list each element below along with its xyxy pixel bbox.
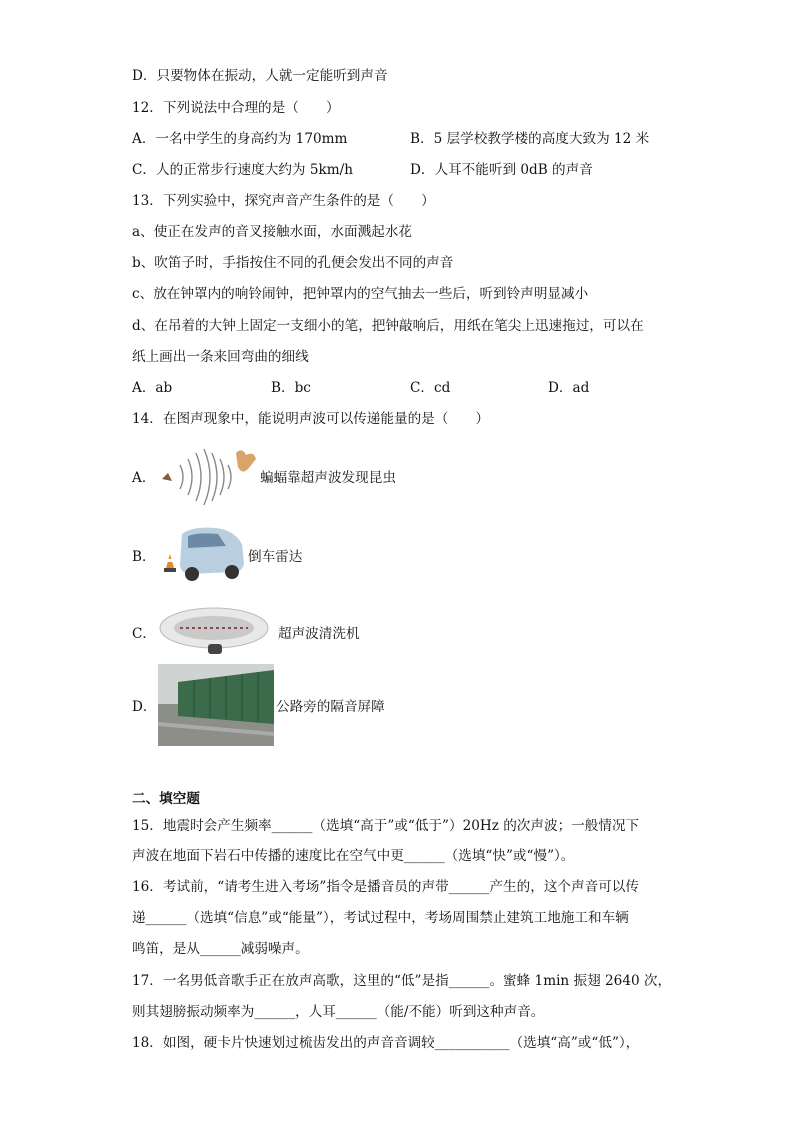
q13-option-a: A．ab — [132, 380, 173, 396]
q17-line-2: 则其翅膀振动频率为______，人耳______（能/不能）听到这种声音。 — [132, 1004, 545, 1020]
q14-option-c-caption: 超声波清洗机 — [278, 626, 360, 642]
q13-option-c: C．cd — [410, 380, 451, 396]
q14-option-a-label: A． — [132, 470, 156, 486]
q18-line-1: 18．如图，硬卡片快速划过梳齿发出的声音音调较___________（选填“高”或“低”）， — [132, 1035, 640, 1051]
q16-line-1: 16．考试前，“请考生进入考场”指令是播音员的声带______产生的，这个声音可以传 — [132, 879, 639, 895]
q13-item-c: c、放在钟罩内的响铃闹钟，把钟罩内的空气抽去一些后，听到铃声明显减小 — [132, 286, 589, 302]
q16-line-2: 递______（选填“信息”或“能量”），考试过程中，考场周围禁止建筑工地施工和车辆 — [132, 910, 629, 926]
q14-option-d — [132, 664, 385, 746]
q14-option-c — [132, 606, 360, 658]
q15-line-2: 声波在地面下岩石中传播的速度比在空气中更______（选填“快”或“慢”）。 — [132, 848, 575, 864]
q14-option-a — [132, 445, 396, 507]
q11-option-d: D．只要物体在振动，人就一定能听到声音 — [132, 68, 388, 84]
q14-option-b — [132, 524, 302, 586]
noise-barrier-image — [158, 664, 274, 746]
q12-option-d: D．人耳不能听到 0dB 的声音 — [410, 162, 593, 178]
q14-option-b-caption: 倒车雷达 — [248, 549, 303, 565]
q12-option-b: B．5 层学校教学楼的高度大致为 12 米 — [410, 131, 650, 147]
q14-option-b-label: B． — [132, 549, 156, 565]
q13-item-b: b、吹笛子时，手指按住不同的孔便会发出不同的声音 — [132, 255, 454, 271]
bat-ultrasound-image — [158, 445, 258, 507]
reversing-car-image — [158, 524, 246, 586]
q14-option-d-label: D． — [132, 699, 157, 715]
q14-stem: 14．在图声现象中，能说明声波可以传递能量的是（ ） — [132, 411, 490, 427]
q14-option-a-caption: 蝙蝠靠超声波发现昆虫 — [260, 470, 396, 486]
q13-stem: 13．下列实验中，探究声音产生条件的是（ ） — [132, 193, 435, 209]
q12-stem: 12．下列说法中合理的是（ ） — [132, 100, 340, 116]
q12-option-a: A．一名中学生的身高约为 170mm — [132, 131, 348, 147]
q14-option-d-caption: 公路旁的隔音屏障 — [276, 699, 385, 715]
q12-option-c: C．人的正常步行速度大约为 5km/h — [132, 162, 353, 178]
q14-option-c-label: C． — [132, 626, 156, 642]
q13-item-d: d、在吊着的大钟上固定一支细小的笔，把钟敲响后，用纸在笔尖上迅速拖过，可以在 — [132, 318, 644, 334]
q17-line-1: 17．一名男低音歌手正在放声高歌，这里的“低”是指______。蜜蜂 1min 振翅 2640 次， — [132, 973, 672, 989]
q13-item-a: a、使正在发声的音叉接触水面，水面溅起水花 — [132, 224, 412, 240]
section-heading-fill-in: 二、填空题 — [132, 791, 200, 807]
q16-line-3: 鸣笛，是从______减弱噪声。 — [132, 941, 309, 957]
q15-line-1: 15．地震时会产生频率______（选填“高于”或“低于”）20Hz 的次声波；一般情况下 — [132, 818, 640, 834]
q13-item-d-cont: 纸上画出一条来回弯曲的细线 — [132, 349, 309, 365]
ultrasonic-cleaner-image — [158, 606, 272, 658]
q13-option-b: B．bc — [271, 380, 311, 396]
q13-option-d: D．ad — [548, 380, 590, 396]
